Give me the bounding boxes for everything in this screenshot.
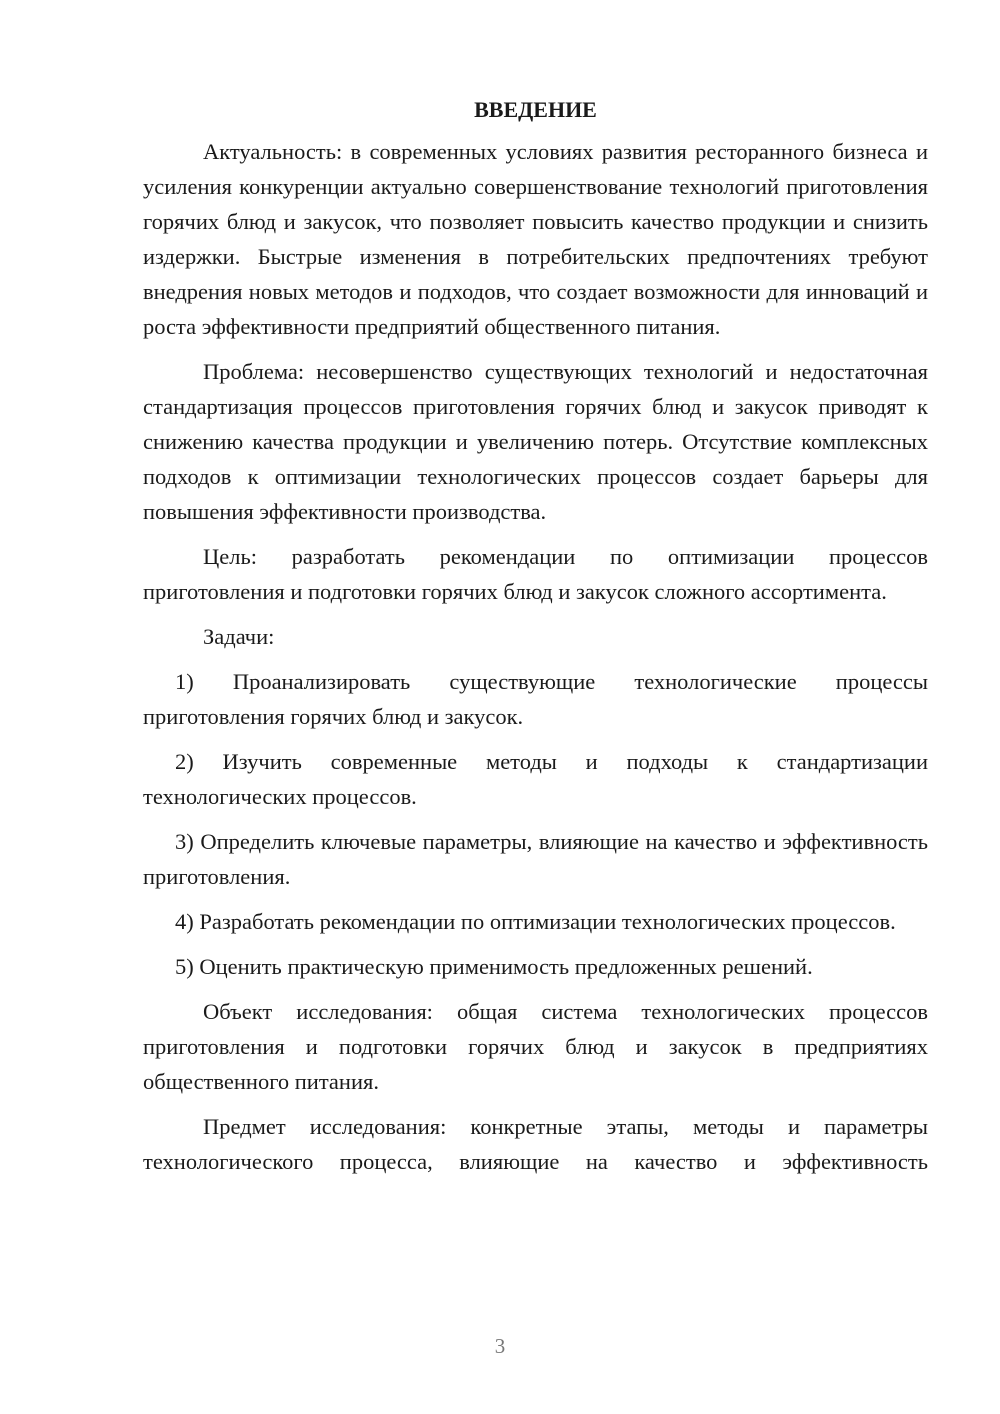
tasks-label: Задачи:: [203, 624, 275, 649]
task-item-1: 1) Проанализировать существующие технологические процессы приготовления горячих блюд и закусок.: [143, 669, 928, 729]
relevance-paragraph: Актуальность: в современных условиях развития ресторанного бизнеса и усиления конкуренции актуально совершенствование технологий приготовления горячих блюд и закусок, что позволяет повысить качество продукции и снизить издержки. Быстрые изменения в потребительских предпочтениях требуют внедрения новых методов и подходов, что создает возможности для инноваций и роста эффективности предприятий общественного питания.: [143, 139, 928, 339]
subject-paragraph: Предмет исследования: конкретные этапы, методы и параметры технологического процесса, влияющие на качество и эффективность: [143, 1114, 928, 1174]
task-item-5: 5) Оценить практическую применимость предложенных решений.: [175, 954, 813, 979]
task-item-3: 3) Определить ключевые параметры, влияющие на качество и эффективность приготовления.: [143, 829, 928, 889]
section-heading: ВВЕДЕНИЕ: [474, 97, 597, 122]
task-item-2: 2) Изучить современные методы и подходы к стандартизации технологических процессов.: [143, 749, 928, 809]
document-page: [143, 92, 928, 1189]
page-number: 3: [494, 1334, 506, 1358]
object-paragraph: Объект исследования: общая система технологических процессов приготовления и подготовки горячих блюд и закусок в предприятиях общественного питания.: [143, 999, 928, 1094]
tasks-list: [143, 664, 928, 984]
task-item-4: 4) Разработать рекомендации по оптимизации технологических процессов.: [175, 909, 896, 934]
goal-paragraph: Цель: разработать рекомендации по оптимизации процессов приготовления и подготовки горячих блюд и закусок сложного ассортимента.: [143, 544, 928, 604]
problem-paragraph: Проблема: несовершенство существующих технологий и недостаточная стандартизация процессов приготовления горячих блюд и закусок приводят к снижению качества продукции и увеличению потерь. Отсутствие комплексных подходов к оптимизации технологических процессов создает барьеры для повышения эффективности производства.: [143, 359, 928, 524]
